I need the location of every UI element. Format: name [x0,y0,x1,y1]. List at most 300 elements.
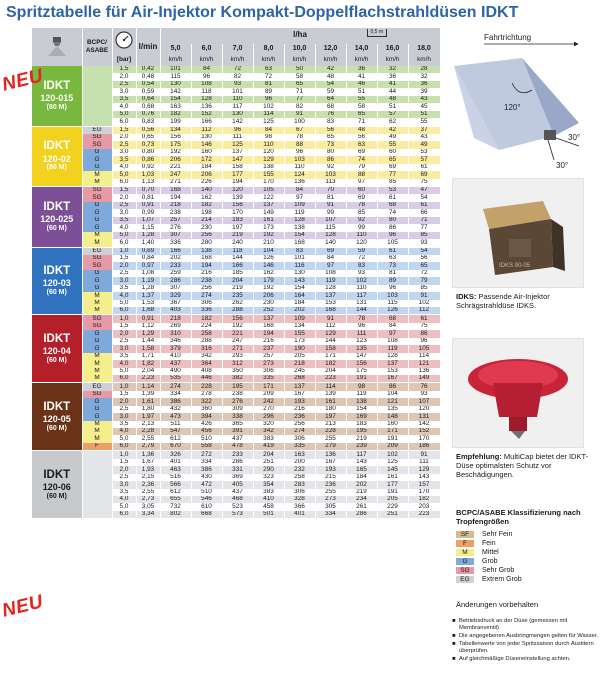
table-row [32,481,440,488]
rate-cell: 120 [222,187,253,194]
rate-cell: 96 [408,338,440,345]
rate-cell: 138 [191,248,222,255]
rate-cell: 547 [160,428,191,435]
rate-cell: 274 [160,383,191,390]
rate-cell: 612 [160,489,191,496]
flow-cell: 0,70 [136,187,160,194]
rate-cell: 102 [377,451,408,458]
flow-cell: 1,80 [136,406,160,413]
rate-cell: 108 [191,81,222,88]
rate-cell: 42 [315,66,346,73]
rate-cell: 118 [191,88,222,95]
flow-cell: 3,34 [136,511,160,518]
rate-cell: 142 [160,88,191,95]
flow-cell: 2,04 [136,368,160,375]
rate-cell: 191 [346,375,377,382]
speed-header: 5,0 [160,44,191,55]
flow-cell: 1,28 [136,285,160,292]
rate-cell: 114 [315,383,346,390]
flow-cell: 0,68 [136,103,160,110]
table-row [32,292,440,299]
rate-cell: 802 [160,511,191,518]
rate-cell: 273 [253,360,284,367]
flow-cell: 1,39 [136,391,160,398]
pressure-cell: 4,0 [112,292,136,299]
pressure-cell: 4,0 [112,103,136,110]
rate-cell: 237 [253,345,284,352]
rate-cell: 80 [315,149,346,156]
rate-cell: 612 [160,435,191,442]
rate-cell: 219 [222,232,253,239]
flow-cell: 1,07 [136,217,160,224]
rate-cell: 383 [253,489,284,496]
rate-cell: 111 [222,134,253,141]
rate-cell: 56 [346,134,377,141]
pressure-cell: 3,5 [112,156,136,163]
table-row [32,338,440,345]
legend-label: Fein [482,540,496,547]
rate-cell: 320 [253,421,284,428]
rate-cell: 190 [284,345,315,352]
rate-cell: 129 [253,156,284,163]
spray-table [32,28,441,518]
rate-cell: 573 [222,511,253,518]
rate-cell: 535 [160,375,191,382]
rate-cell: 171 [377,428,408,435]
rate-cell: 165 [346,466,377,473]
rate-cell: 216 [253,338,284,345]
speed-header: 6,0 [191,44,222,55]
rate-cell: 193 [284,398,315,405]
droplet-class [82,73,112,80]
droplet-class [82,96,112,103]
rate-cell: 169 [346,413,377,420]
rate-cell: 81 [315,194,346,201]
rate-cell: 175 [346,368,377,375]
rate-cell: 83 [315,118,346,125]
rate-cell: 391 [222,428,253,435]
speed-header: 7,0 [222,44,253,55]
rate-cell: 155 [284,330,315,337]
table-row [32,202,440,209]
rate-cell: 93 [408,239,440,246]
droplet-class [82,81,112,88]
rate-cell: 209 [253,391,284,398]
rate-cell: 335 [253,375,284,382]
rate-cell: 126 [377,307,408,314]
flow-cell: 1,67 [136,459,160,466]
rate-cell: 82 [284,103,315,110]
flow-cell: 1,12 [136,323,160,330]
table-row [32,262,440,269]
flow-cell: 1,71 [136,353,160,360]
rate-cell: 110 [284,164,315,171]
flow-cell: 2,15 [136,474,160,481]
rate-cell: 160 [191,149,222,156]
table-row [32,239,440,246]
speed-unit: km/h [222,55,253,66]
rate-cell: 72 [408,270,440,277]
rate-cell: 401 [160,459,191,466]
rate-cell: 115 [160,73,191,80]
table-row [32,66,440,73]
droplet-class: G [82,277,112,284]
svg-text:30°: 30° [556,161,569,170]
rate-cell: 437 [222,435,253,442]
rate-cell: 168 [284,239,315,246]
rate-cell: 419 [253,443,284,450]
rate-cell: 72 [222,66,253,73]
droplet-class: G [82,217,112,224]
rate-cell: 104 [253,248,284,255]
rate-cell: 203 [408,503,440,510]
pressure-cell: 1,5 [112,255,136,262]
droplet-class: SG [82,141,112,148]
table-row [32,96,440,103]
rate-cell: 501 [253,511,284,518]
rate-cell: 61 [377,248,408,255]
rate-cell: 192 [222,323,253,330]
droplet-class: G [82,338,112,345]
rate-cell: 336 [160,239,191,246]
rate-cell: 58 [284,73,315,80]
droplet-class: G [82,149,112,156]
rate-cell: 115 [377,300,408,307]
rate-cell: 180 [315,406,346,413]
flow-cell: 0,42 [136,66,160,73]
rate-cell: 97 [377,330,408,337]
pressure-cell: 2,0 [112,194,136,201]
rate-cell: 279 [315,443,346,450]
speed-header: 12,0 [315,44,346,55]
table-row [32,127,440,134]
rate-cell: 306 [284,489,315,496]
rate-cell: 365 [222,421,253,428]
flow-cell: 1,13 [136,179,160,186]
rate-cell: 134 [160,127,191,134]
rate-cell: 170 [408,489,440,496]
rate-cell: 472 [191,481,222,488]
rate-cell: 312 [222,360,253,367]
new-badge-bottom: NEU [0,591,46,622]
rate-cell: 256 [191,285,222,292]
pressure-cell: 3,0 [112,413,136,420]
table-row [32,489,440,496]
pressure-cell: 3,0 [112,277,136,284]
flow-cell: 1,37 [136,292,160,299]
rate-cell: 331 [222,466,253,473]
rate-cell: 77 [377,171,408,178]
flow-cell: 1,68 [136,307,160,314]
rate-cell: 405 [222,481,253,488]
droplet-class: M [82,292,112,299]
rate-cell: 41 [346,73,377,80]
table-row [32,443,440,450]
rate-cell: 226 [191,179,222,186]
flow-cell: 0,99 [136,209,160,216]
rate-cell: 239 [346,443,377,450]
pressure-cell: 1,5 [112,66,136,73]
rate-cell: 128 [284,217,315,224]
rate-cell: 184 [191,164,222,171]
rate-cell: 210 [253,239,284,246]
rate-cell: 111 [346,330,377,337]
rate-cell: 256 [284,421,315,428]
rate-cell: 43 [408,134,440,141]
rate-cell: 276 [222,398,253,405]
pressure-cell: 2,0 [112,330,136,337]
rate-cell: 78 [346,202,377,209]
legend-item [456,539,596,548]
rate-cell: 149 [253,209,284,216]
flow-cell: 2,36 [136,481,160,488]
rate-cell: 234 [346,496,377,503]
rate-cell: 191 [377,489,408,496]
rate-cell: 316 [191,345,222,352]
rate-cell: 229 [377,503,408,510]
rate-cell: 338 [222,413,253,420]
rate-cell: 84 [253,127,284,134]
footnote-item: ■ Tabellenwerte von jeder Spritzsaison durch Austitern überprüfen. [452,641,594,654]
rate-cell: 120 [253,149,284,156]
droplet-class: M [82,171,112,178]
rate-cell: 36 [408,81,440,88]
rate-cell: 102 [346,277,377,284]
flow-cell: 1,15 [136,224,160,231]
rate-cell: 89 [377,277,408,284]
rate-cell: 88 [346,171,377,178]
rate-cell: 146 [191,141,222,148]
rate-cell: 32 [377,66,408,73]
table-row [32,421,440,428]
rate-cell: 670 [160,443,191,450]
rate-cell: 107 [315,217,346,224]
rate-cell: 28 [408,66,440,73]
rate-cell: 366 [284,503,315,510]
rate-cell: 83 [346,262,377,269]
rate-cell: 177 [222,171,253,178]
rate-cell: 490 [160,368,191,375]
pressure-cell: 6,0 [112,239,136,246]
rate-cell: 195 [346,428,377,435]
rate-cell: 177 [377,481,408,488]
droplet-class [82,66,112,73]
rate-cell: 668 [191,511,222,518]
rate-cell: 103 [315,171,346,178]
lmin-header: l/min [136,28,160,66]
pressure-cell: 3,5 [112,489,136,496]
speed-unit: km/h [253,55,284,66]
pressure-cell: 2,5 [112,81,136,88]
rate-cell: 155 [253,171,284,178]
rate-cell: 233 [160,262,191,269]
rate-cell: 71 [284,88,315,95]
rate-cell: 55 [408,118,440,125]
rate-cell: 101 [222,88,253,95]
rate-cell: 93 [222,81,253,88]
rate-cell: 61 [408,315,440,322]
rate-cell: 323 [253,474,284,481]
rate-cell: 354 [253,481,284,488]
droplet-class: G [82,345,112,352]
rate-cell: 142 [222,118,253,125]
droplet-class: M [82,421,112,428]
rate-cell: 68 [377,315,408,322]
rate-cell: 57 [377,111,408,118]
table-row [32,179,440,186]
rate-cell: 240 [222,239,253,246]
rate-cell: 63 [253,66,284,73]
rate-cell: 160 [377,421,408,428]
droplet-class: F [82,443,112,450]
rate-cell: 112 [191,127,222,134]
rate-cell: 85 [377,179,408,186]
rate-cell: 61 [377,194,408,201]
rate-cell: 252 [253,307,284,314]
rate-cell: 118 [222,248,253,255]
rate-cell: 119 [315,277,346,284]
idks-caption: IDKS: Passende Air-Injektor Schrägstrahldüse IDKS. [456,292,550,310]
rate-cell: 610 [191,503,222,510]
rate-cell: 401 [284,511,315,518]
rate-cell: 257 [160,217,191,224]
droplet-class: SG [82,255,112,262]
rate-cell: 54 [315,81,346,88]
rate-cell: 157 [408,481,440,488]
table-row [32,451,440,458]
rate-cell: 84 [284,187,315,194]
flow-cell: 1,36 [136,451,160,458]
table-row [32,255,440,262]
rate-cell: 197 [315,413,346,420]
rate-cell: 139 [315,391,346,398]
rate-cell: 69 [346,194,377,201]
rate-cell: 383 [253,435,284,442]
rate-cell: 154 [346,406,377,413]
droplet-class: M [82,179,112,186]
table-row [32,171,440,178]
rate-cell: 334 [315,511,346,518]
rate-cell: 350 [222,368,253,375]
rate-cell: 209 [377,443,408,450]
legend-swatch: F [456,540,474,548]
legend-swatch: SF [456,531,474,539]
rate-cell: 175 [160,141,191,148]
rate-cell: 51 [408,111,440,118]
rate-cell: 147 [222,156,253,163]
rate-cell: 410 [160,353,191,360]
rate-cell: 79 [346,164,377,171]
pressure-cell: 1,0 [112,451,136,458]
speed-unit: km/h [377,55,408,66]
rate-cell: 77 [408,224,440,231]
rate-cell: 93 [346,270,377,277]
rate-cell: 57 [408,156,440,163]
rate-cell: 154 [284,232,315,239]
rate-cell: 183 [222,217,253,224]
rate-cell: 48 [346,127,377,134]
rate-cell: 136 [284,179,315,186]
rate-cell: 84 [315,255,346,262]
rate-cell: 114 [253,111,284,118]
flow-cell: 2,28 [136,428,160,435]
rate-cell: 68 [315,103,346,110]
table-row [32,232,440,239]
rate-cell: 75 [408,179,440,186]
rate-cell: 149 [408,375,440,382]
rate-cell: 67 [284,127,315,134]
rate-cell: 342 [253,428,284,435]
flow-cell: 0,84 [136,255,160,262]
rate-cell: 360 [191,406,222,413]
rate-cell: 192 [253,232,284,239]
rate-cell: 102 [408,300,440,307]
table-row [32,428,440,435]
table-row [32,134,440,141]
rate-cell: 84 [191,66,222,73]
rate-cell: 218 [284,360,315,367]
rate-cell: 182 [408,496,440,503]
pressure-cell: 4,0 [112,428,136,435]
rate-cell: 166 [191,118,222,125]
pressure-gauge-icon [112,28,136,55]
rate-cell: 74 [346,156,377,163]
rate-cell: 251 [253,459,284,466]
droplet-legend [456,530,596,584]
rate-cell: 235 [222,292,253,299]
flow-cell: 0,48 [136,73,160,80]
rate-cell: 271 [160,179,191,186]
rate-cell: 48 [377,96,408,103]
rate-cell: 171 [315,353,346,360]
table-row [32,277,440,284]
rate-cell: 60 [346,187,377,194]
rate-cell: 137 [222,149,253,156]
footnote-item: ■ Betriebsdruck an der Düse (gemessen mit Membranventil) [452,618,568,631]
table-row [32,141,440,148]
table-row [32,459,440,466]
rate-cell: 140 [315,239,346,246]
table-row [32,503,440,510]
rate-cell: 96 [377,232,408,239]
spray-angle-diagram [444,28,594,173]
rate-cell: 145 [377,466,408,473]
table-row [32,103,440,110]
rate-cell: 269 [160,323,191,330]
rate-cell: 342 [191,353,222,360]
rate-cell: 202 [346,481,377,488]
droplet-class: M [82,232,112,239]
rate-cell: 98 [253,134,284,141]
rate-cell: 79 [408,277,440,284]
table-row [32,353,440,360]
droplet-class [82,451,112,458]
rate-cell: 369 [222,474,253,481]
droplet-class: SG [82,315,112,322]
rate-cell: 182 [191,202,222,209]
rate-cell: 73 [377,262,408,269]
rate-cell: 143 [346,459,377,466]
rate-cell: 258 [284,474,315,481]
rate-cell: 128 [315,285,346,292]
rate-cell: 278 [191,391,222,398]
rate-cell: 167 [377,375,408,382]
rate-cell: 61 [408,164,440,171]
rate-cell: 307 [160,285,191,292]
rate-cell: 224 [191,323,222,330]
rate-cell: 137 [315,292,346,299]
rate-cell: 60 [377,149,408,156]
